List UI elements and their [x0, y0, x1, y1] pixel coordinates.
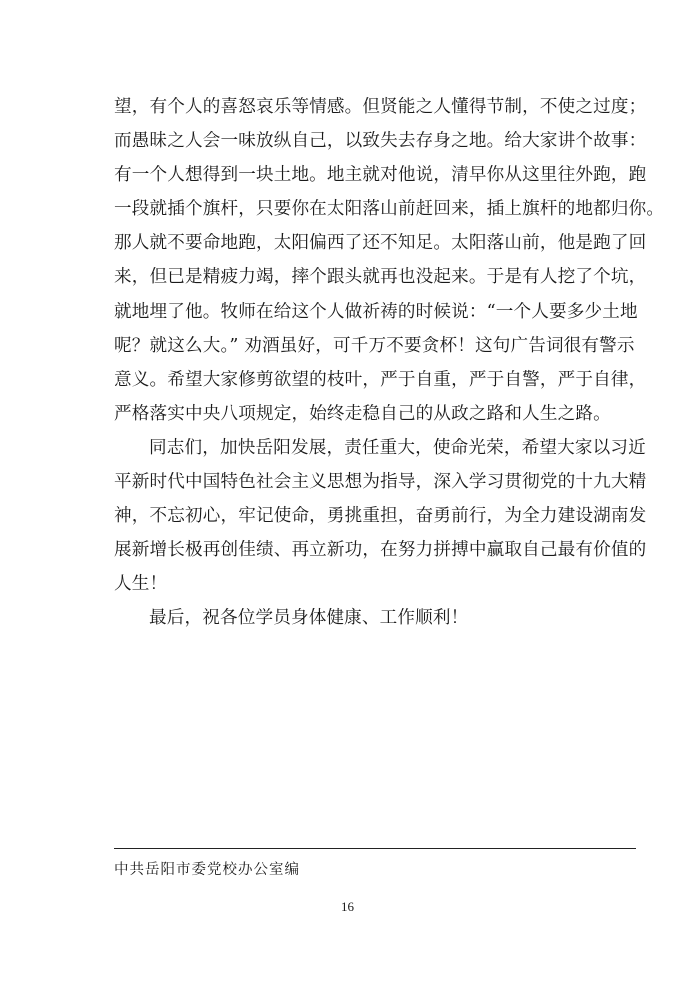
body-text: [114, 90, 665, 636]
text-line: 望，有个人的喜怒哀乐等情感。但贤能之人懂得节制，不使之过度；: [114, 97, 647, 117]
text-line: 来，但已是精疲力竭，摔个跟头就再也没起来。于是有人挖了个坑，: [114, 267, 647, 288]
text-line: 一段就插个旗杆，只要你在太阳落山前赶回来，插上旗杆的地都归你。: [114, 199, 665, 220]
text-line: 而愚昧之人会一味放纵自己，以致失去存身之地。给大家讲个故事：: [114, 131, 647, 152]
text-line: 神，不忘初心，牢记使命，勇挑重担，奋勇前行，为全力建设湖南发: [114, 506, 647, 527]
text-line: 有一个人想得到一块土地。地主就对他说，清早你从这里往外跑，跑: [114, 165, 647, 186]
text-line: 平新时代中国特色社会主义思想为指导，深入学习贯彻党的十九大精: [114, 472, 647, 493]
text-line: 同志们，加快岳阳发展，责任重大，使命光荣，希望大家以习近: [149, 437, 646, 458]
text-line: 严格落实中央八项规定，始终走稳自己的从政之路和人生之路。: [114, 403, 611, 424]
text-line: 呢？就这么大。” 劝酒虽好，可千万不要贪杯！这句广告词很有警示: [114, 335, 635, 356]
text-line: 展新增长极再创佳绩、再立新功，在努力拼搏中赢取自己最有价值的: [114, 540, 647, 561]
page-number: 16: [341, 899, 354, 914]
text-line: 那人就不要命地跑，太阳偏西了还不知足。太阳落山前，他是跑了回: [114, 233, 647, 254]
text-line: 意义。希望大家修剪欲望的枝叶，严于自重，严于自警，严于自律，: [114, 369, 647, 390]
footer-divider: [114, 848, 636, 849]
footer-organization: 中共岳阳市委党校办公室编: [114, 862, 300, 878]
text-line: 人生！: [114, 574, 168, 595]
text-line: 最后，祝各位学员身体健康、工作顺利！: [149, 608, 469, 629]
text-line: 就地埋了他。牧师在给这个人做祈祷的时候说：“一个人要多少土地: [114, 301, 638, 322]
